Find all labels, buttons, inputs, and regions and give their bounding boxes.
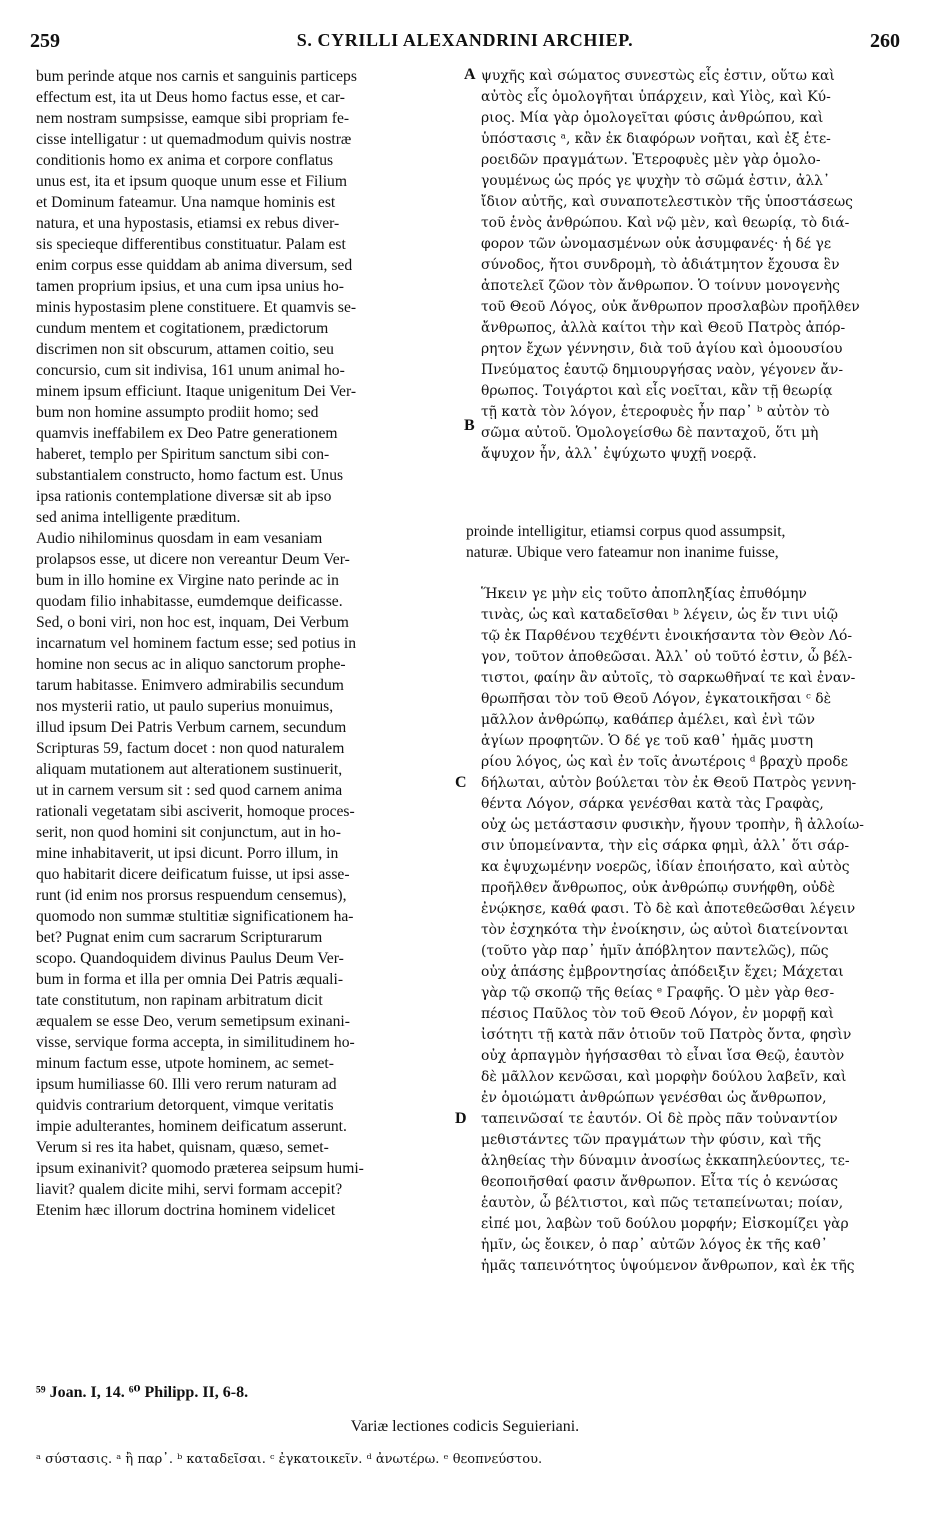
margin-marker-c: C: [455, 774, 467, 791]
variae-lectiones: ᵃ σύστασις. ᵃ ἢ παρ᾽. ᵇ καταδεῖσαι. ᶜ ἐγκατοικεῖν. ᵈ ἀνωτέρω. ᵉ θεοπνεύστου.: [36, 1452, 543, 1467]
footnotes: ⁵⁹ Joan. I, 14. ⁶⁰ Philipp. II, 6-8.: [36, 1384, 249, 1401]
left-page-number: 259: [30, 30, 60, 52]
margin-marker-d: D: [455, 1110, 467, 1127]
margin-marker-b: B: [464, 417, 475, 434]
page-header: [30, 30, 900, 56]
greek-column-bottom: Ἥκειν γε μὴν εἰς τοῦτο ἀποπληξίας ἐπυθόμην τινὰς, ὡς καὶ καταδεῖσθαι ᵇ λέγειν, ὡς ἔν τινι υἱῷ τῷ ἐκ Παρθένου τεχθέντι ἐνοικήσαντα τὸν Θεὸν Λό- γον, τοῦτον ἀποθεῶσαι. Ἀλλ᾽ οὐ τοῦτό ἐστιν, ὦ βέλ- τιστοι, φαίην ἂν αὐτοῖς, τὸ σαρκωθῆναί τε καὶ ἐναν- θρωπῆσαι τὸν τοῦ Θεοῦ Λόγον, ἐγκατοικῆσαι ᶜ δὲ μᾶλλον ἀνθρώπῳ, καθάπερ ἀμέλει, καὶ ἐνὶ τῶν ἁγίων προφητῶν. Ὁ δέ γε τοῦ καθ᾽ ἡμᾶς μυστη ρίου λόγος, ὡς καὶ ἐν τοῖς ἀνωτέροις ᵈ βραχὺ προδε δήλωται, αὐτὸν βούλεται τὸν ἐκ Θεοῦ Πατρὸς γεννη- θέντα Λόγον, σάρκα γενέσθαι κατὰ τὰς Γραφὰς, οὐχ ὡς μετάστασιν φυσικὴν, ἤγουν τροπὴν, ἢ ἀλλοίω- σιν ὑπομείναντα, τὴν εἰς σάρκα φημὶ, ἀλλ᾽ ὅτι σάρ- κα ἐψυχωμένην νοερῶς, ἰδίαν ἐποιήσατο, καὶ αὐτὸς προῆλθεν ἄνθρωπος, οὐκ ἀνθρώπῳ συνήφθη, οὐδὲ ἐνῴκησε, καθά φασι. Τὸ δὲ καὶ ἀποτεθεῶσθαι λέγειν τὸν ἐσχηκότα τὴν ἐνοίκησιν, ὡς αὐτοὶ διατείνονται (τοῦτο γὰρ παρ᾽ ἡμῖν ἀπόβλητον παντελῶς), πῶς οὐχ ἁπάσης ἐμβροντησίας ἀπόδειξιν ἔχει; Μάχεται γὰρ τῷ σκοπῷ τῆς θείας ᵉ Γραφῆς. Ὁ μὲν γὰρ θεσ- πέσιος Παῦλος τὸν τοῦ Θεοῦ Λόγον, ἐν μορφῇ καὶ ἰσότητι τῇ κατὰ πᾶν ὁτιοῦν τοῦ Πατρὸς ὄντα, φησὶν οὐχ ἁρπαγμὸν ἡγήσασθαι τὸ εἶναι ἴσα Θεῷ, ἑαυτὸν δὲ μᾶλλον κενῶσαι, καὶ μορφὴν δούλου λαβεῖν, καὶ ἐν ὁμοιώματι ἀνθρώπων γενέσθαι ὡς ἄνθρωπον, ταπεινῶσαί τε ἑαυτόν. Οἱ δὲ πρὸς πᾶν τοὐναντίον μεθιστάντες τῶν πραγμάτων τὴν φύσιν, καὶ τῆς ἀληθείας τὴν δύναμιν ἀνοσίως ἐκκαπηλεύοντες, τε- θεοποιῆσθαί φασιν ἄνθρωπον. Εἶτα τίς ὁ κενώσας ἑαυτὸν, ὦ βέλτιστοι, καὶ πῶς τεταπείνωται; ποίαν, εἰπέ μοι, λαβὼν τοῦ δούλου μορφήν; Εἰσκομίζει γὰρ ἡμῖν, ὡς ἔοικεν, ὁ παρ᾽ αὐτῶν λόγος ἐκ τῆς καθ᾽ ἡμᾶς ταπεινότητος ὑψούμενον ἄνθρωπον, καὶ ἐκ τῆς: [481, 586, 864, 1274]
latin-continuation: proinde intelligitur, etiamsi corpus quod assumpsit, naturæ. Ubique vero fateamur non inanime fuisse,: [466, 523, 786, 561]
margin-marker-a: A: [464, 66, 476, 83]
running-title: S. CYRILLI ALEXANDRINI ARCHIEP.: [296, 30, 634, 50]
greek-column-top: ψυχῆς καὶ σώματος συνεστὼς εἷς ἐστιν, οὕτω καὶ αὐτὸς εἷς ὁμολογῆται ὑπάρχειν, καὶ Υἱὸς, καὶ Κύ- ριος. Μία γὰρ ὁμολογεῖται φύσις ἀνθρώπου, καὶ ὑπόστασις ᵃ, κἂν ἐκ διαφόρων νοῆται, καὶ ἐξ ἑτε- ροειδῶν πραγμάτων. Ἑτεροφυὲς μὲν γὰρ ὁμολο- γουμένως ὡς πρός γε ψυχὴν τὸ σῶμά ἐστιν, ἀλλ᾽ ἴδιον αὐτῆς, καὶ συναποτελεστικὸν τῆς ὑποστάσεως τοῦ ἑνὸς ἀνθρώπου. Καὶ νῷ μὲν, καὶ θεωρίᾳ, τὸ διά- φορον τῶν ὠνομασμένων οὐκ ἀσυμφανές· ἡ δέ γε σύνοδος, ἤτοι συνδρομὴ, τὸ ἀδιάτμητον ἔχουσα ἓν ἀποτελεῖ ζῶον τὸν ἄνθρωπον. Ὁ τοίνυν μονογενὴς τοῦ Θεοῦ Λόγος, οὐκ ἄνθρωπον προσλαβὼν προῆλθεν ἄνθρωπος, ἀλλὰ καίτοι τὴν καὶ Θεοῦ Πατρὸς ἀπόρ- ρητον ἔχων γέννησιν, διὰ τοῦ ἁγίου καὶ ὁμοουσίου Πνεύματος ἑαυτῷ δημιουργήσας ναὸν, γέγονεν ἄν- θρωπος. Τοιγάρτοι καὶ εἷς νοεῖται, κἂν τῇ θεωρίᾳ τῇ κατὰ τὸν λόγον, ἑτεροφυὲς ἦν παρ᾽ ᵇ αὐτὸν τὸ σῶμα αὐτοῦ. Ὁμολογείσθω δὲ πανταχοῦ, ὅτι μὴ ἄψυχον ἦν, ἀλλ᾽ ἐψύχωτο ψυχῇ νοερᾷ.: [481, 68, 860, 462]
latin-column: bum perinde atque nos carnis et sanguinis particeps effectum est, ita ut Deus homo factus esse, et car- nem nostram sumpsisse, eamque sibi propriam fe- cisse intelligatur : ut quemadmodum quivis nostræ conditionis homo ex anima et corpore conflatus unus est, ita et ipsum quoque unum esse et Filium et Dominum fateamur. Una namque hominis est natura, et una hypostasis, etiamsi ex rebus diver- sis specieque differentibus constituatur. Palam est enim corpus esse quiddam ab anima diversum, sed tamen proprium ipsius, et una cum ipsa unius ho- minis hypostasim plene constituere. Et quamvis se- cundum mentem et cogitationem, prædictorum discrimen non sit obscurum, attamen coitio, seu concursio, cum sit indivisa, 161 unum animal ho- minem ipsum efficiunt. Itaque unigenitum Dei Ver- bum non homine assumpto prodiit homo; sed quamvis ineffabilem ex Deo Patre generationem haberet, templo per Spiritum sanctum sibi con- substantialem constructo, homo factum est. Unus ipsa rationis contemplatione diversæ sit ab ipso sed anima intelligente præditum. Audio nihilominus quosdam in eam vesaniam prolapsos esse, ut dicere non vereantur Deum Ver- bum in illo homine ex Virgine nato perinde ac in quodam filio inhabitasse, eumdemque deificasse. Sed, o boni viri, non hoc est, inquam, Dei Verbum incarnatum vel hominem factum esse; sed potius in homine non secus ac in aliquo sanctorum prophe- tarum habitasse. Enimvero admirabilis secundum nos mysterii ratio, ut paulo superius monuimus, illud ipsum Dei Patris Verbum carnem, secundum Scripturas 59, factum docet : non quod naturalem aliquam mutationem aut alterationem sustinuerit, ut in carnem versum sit : sed quod carnem anima rationali vegetatam sibi asciverit, homoque proces- serit, non quod homini sit conjunctum, aut in ho- mine inhabitaverit, ut ipsi dicunt. Porro illum, in quo habitarit dicere deificatum fuisse, ut ipsi asse- runt (id enim nos prorsus respuendum censemus), quomodo non summæ stultitiæ significationem ha- bet? Pugnat enim cum sacrarum Scripturarum scopo. Quandoquidem divinus Paulus Deum Ver- bum in forma et illa per omnia Dei Patris æquali- tate constitutum, non rapinam arbitratum dicit æqualem se esse Deo, verum semetipsum exinani- visse, servique forma accepta, in similitudinem ho- minum factum esse, utpote hominem, ac semet- ipsum humiliasse 60. Illi vero rerum naturam ad quidvis contrarium detorquent, vimque veritatis impie adulterantes, hominem deificatum asserunt. Verum si res ita habet, quisnam, quæso, semet- ipsum exinanivit? quomodo præterea seipsum humi- liavit? qualem dicite mihi, servi formam accepit? Etenim hæc illorum doctrina hominem videlicet: [36, 68, 364, 1219]
right-page-number: 260: [870, 30, 900, 52]
variae-lectiones-title: Variæ lectiones codicis Seguieriani.: [350, 1418, 580, 1435]
